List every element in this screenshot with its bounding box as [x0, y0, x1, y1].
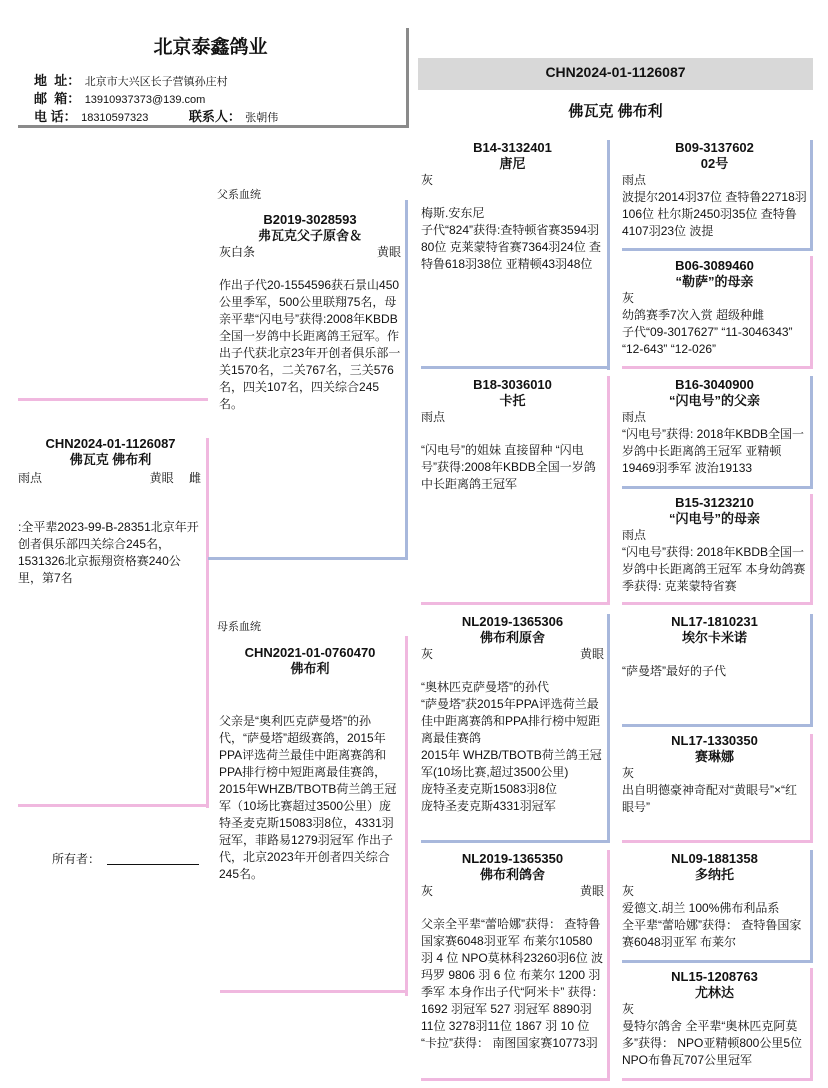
sds-notes: “闪电号”获得: 2018年KBDB全国一岁鸽中长距离鸽王冠军 亚精顿19469羽季军 波治19133: [622, 427, 805, 475]
sd-color: 雨点: [421, 410, 446, 424]
sdd-notes: “闪电号”获得: 2018年KBDB全国一岁鸽中长距离鸽王冠军 本身幼鸽赛季获得: 克莱蒙特省赛: [622, 545, 806, 593]
dss-card: [622, 614, 807, 720]
dsd-right-border: [810, 734, 813, 842]
sds-bottom-line: [622, 486, 813, 489]
sire-ring: B2019-3028593: [263, 212, 357, 227]
dsd-bottom-line: [622, 840, 813, 843]
dd-color: 灰: [421, 884, 434, 898]
dss-name: 埃尔卡米诺: [681, 630, 747, 645]
email-row: [34, 88, 205, 108]
sss-ring: B09-3137602: [675, 140, 754, 155]
ss-ring: B14-3132401: [473, 140, 552, 155]
ds-ring: NL2019-1365306: [461, 614, 564, 629]
subject-bottom-line: [18, 804, 208, 807]
sdd-name: “闪电号”的母亲: [668, 511, 760, 526]
subject-ring: CHN2024-01-1126087: [45, 436, 176, 451]
dd-ring: NL2019-1365350: [461, 851, 564, 866]
ds-bottom-line: [421, 840, 610, 843]
contact-value: 张朝伟: [245, 112, 279, 124]
dd-eye: 黄眼: [579, 884, 604, 898]
main-banner-ring: CHN2024-01-1126087: [545, 64, 686, 80]
ss-color: 灰: [421, 173, 434, 187]
sd-name: 卡托: [499, 393, 526, 408]
dam-notes: 父亲是“奥利匹克萨曼塔”的孙代，“萨曼塔”超级赛鸽，2015年PPA评选荷兰最佳中距离赛鸽和PPA排行榜中短距离最佳赛鸽，2015年WHZB/TBOTB荷兰鸽王冠军（10场比赛超过3500公里）庞特圣麦克斯15083羽8位，4331羽冠军，菲路易1279羽冠军 作出子代，北京2023年开创者四关综合245名。: [219, 714, 397, 881]
subject-attrs: [18, 470, 203, 487]
sire-notes: 作出子代20-1554596获石景山450公里季军，500公里联翔75名，母亲平辈“闪电号”获得:2008年KBDB全国一岁鸽中长距离鸽王冠军。作出子代获北京23年开创者俱乐部一关1570名，二关767名，三关576名，四关107名，四关综合245名。: [219, 278, 401, 411]
subject-color: 雨点: [18, 471, 43, 485]
address-row: [34, 70, 228, 90]
sdd-bottom-line: [622, 602, 813, 605]
sss-name: 02号: [700, 156, 729, 171]
dam-ring: CHN2021-01-0760470: [244, 645, 376, 660]
owner-row: [52, 850, 199, 867]
phone-value: 18310597323: [81, 112, 149, 124]
dd-attrs: [421, 883, 604, 900]
dsd-card: [622, 733, 807, 837]
dss-right-border: [810, 614, 813, 726]
dam-section-label: 母系血统: [217, 621, 261, 633]
sd-notes: “闪电号”的姐妹 直接留种 “闪电号”获得:2008年KBDB全国一岁鸽中长距离鸽王冠军: [421, 443, 596, 491]
ds-card: [421, 614, 604, 838]
dsd-name: 赛琳娜: [694, 749, 734, 764]
email-value: 13910937373@139.com: [84, 94, 206, 106]
sire-color: 灰白条: [219, 245, 256, 259]
dsd-notes: 出自明德豪神奇配对“黄眼号”×“红眼号”: [622, 783, 797, 814]
dsd-ring: NL17-1330350: [671, 733, 758, 748]
sd-ring: B18-3036010: [473, 377, 552, 392]
sdd-color: 雨点: [622, 528, 647, 542]
sss-color: 雨点: [622, 173, 647, 187]
subject-eye-sex: [150, 470, 201, 487]
company-name: 北京泰鑫鸽业: [153, 37, 268, 58]
header-border-bottom: [18, 125, 409, 128]
sds-color: 雨点: [622, 410, 647, 424]
ss-name: 唐尼: [499, 156, 526, 171]
ddd-bottom-line: [622, 1078, 813, 1081]
ssd-card: [622, 258, 807, 362]
ss-right-border: [607, 140, 610, 370]
ddd-ring: NL15-1208763: [671, 969, 758, 984]
dds-notes: 爱德文.胡兰 100%佛布利品系 全平辈“蕾哈娜”获得： 查特鲁国家赛6048羽亚军 布莱尔: [622, 901, 802, 949]
phone-row: [34, 106, 394, 126]
dss-bottom-line: [622, 724, 813, 727]
ds-name: 佛布利原舍: [479, 630, 545, 645]
dss-notes: “萨曼塔”最好的子代: [622, 664, 726, 678]
dds-color: 灰: [622, 884, 635, 898]
owner-line: [107, 864, 199, 865]
address-value: 北京市大兴区长子营镇孙庄村: [84, 76, 228, 88]
ddd-color: 灰: [622, 1002, 635, 1016]
sire-card: [219, 212, 401, 552]
ssd-right-border: [810, 256, 813, 368]
ds-attrs: [421, 646, 604, 663]
dds-bottom-line: [622, 960, 813, 963]
sds-card: [622, 377, 807, 482]
sdd-right-border: [810, 494, 813, 604]
ddd-notes: 曼特尔鸽舍 全平辈“奥林匹克阿莫多”获得： NPO亚精顿800公里5位 NPO布鲁瓦707公里冠军: [622, 1019, 803, 1067]
ds-color: 灰: [421, 647, 434, 661]
ss-card: [421, 140, 604, 362]
dds-name: 多纳托: [694, 867, 734, 882]
sire-right-border: [405, 200, 408, 560]
sdd-card: [622, 495, 807, 599]
phone-label: 电 话：: [34, 109, 77, 124]
sss-card: [622, 140, 807, 244]
sdd-ring: B15-3123210: [675, 495, 754, 510]
dss-ring: NL17-1810231: [671, 614, 758, 629]
ds-eye: 黄眼: [579, 647, 604, 661]
sss-bottom-line: [622, 248, 813, 251]
subject-eye: 黄眼: [149, 471, 174, 485]
header-block: [18, 28, 408, 126]
owner-label: 所有者：: [52, 852, 101, 866]
sds-right-border: [810, 376, 813, 488]
sire-section-label: 父系血统: [217, 189, 261, 201]
ssd-name: “勒萨”的母亲: [675, 274, 754, 289]
address-label: 地 址：: [34, 73, 81, 88]
sds-name: “闪电号”的父亲: [668, 393, 760, 408]
ddd-right-border: [810, 968, 813, 1080]
dds-card: [622, 851, 807, 957]
dd-bottom-line: [421, 1078, 610, 1081]
ssd-notes: 幼鸽赛季7次入赏 超级种雌 子代“09-3017627” “11-3046343” “12-643” “12-026”: [622, 308, 793, 356]
sd-bottom-line: [421, 602, 610, 605]
subject-notes: :全平辈2023-99-B-28351北京年开创者俱乐部四关综合245名，1531326北京振翔资格赛240公里，第7名: [18, 520, 199, 585]
contact-label: 联系人：: [188, 109, 241, 124]
dds-ring: NL09-1881358: [671, 851, 758, 866]
subject-sex: 雌: [188, 471, 201, 485]
sss-notes: 波提尔2014羽37位 查特鲁22718羽106位 杜尔斯2450羽35位 查特鲁4107羽23位 波提: [622, 190, 807, 238]
subject-card: [18, 436, 203, 587]
ddd-card: [622, 969, 807, 1075]
ssd-bottom-line: [622, 366, 813, 369]
ss-bottom-line: [421, 366, 610, 369]
sire-name: 弗瓦克父子原舍＆: [257, 228, 362, 243]
dd-card: [421, 851, 604, 1077]
email-label: 邮 箱：: [34, 91, 81, 106]
dsd-color: 灰: [622, 766, 635, 780]
dam-bottom-line: [220, 990, 408, 993]
dd-name: 佛布利鸽舍: [479, 867, 545, 882]
dam-card: [219, 645, 401, 985]
dd-right-border: [607, 850, 610, 1080]
ss-notes: 梅斯.安东尼 子代“824”获得:查特顿省赛3594羽80位 克莱蒙特省赛7364羽24位 查特鲁618羽38位 亚精顿43羽48位: [421, 206, 602, 271]
ssd-ring: B06-3089460: [675, 258, 754, 273]
subject-right-border: [206, 438, 209, 808]
sire-eye: 黄眼: [376, 245, 401, 259]
main-banner-name: 佛瓦克 佛布利: [568, 103, 663, 120]
ds-right-border: [607, 614, 610, 842]
subject-top-line: [18, 398, 208, 401]
dds-right-border: [810, 850, 813, 962]
dam-name: 佛布利: [290, 661, 330, 676]
ssd-color: 灰: [622, 291, 635, 305]
subject-name: 佛瓦克 佛布利: [69, 452, 152, 467]
sss-right-border: [810, 140, 813, 250]
sd-card: [421, 377, 604, 597]
sire-bottom-line: [208, 557, 408, 560]
sd-right-border: [607, 376, 610, 604]
sds-ring: B16-3040900: [675, 377, 754, 392]
ds-notes: “奥林匹克萨曼塔”的孙代 “萨曼塔”获2015年PPA评选荷兰最佳中距离赛鸽和PPA排行榜中短距离最佳赛鸽 2015年 WHZB/TBOTB荷兰鸽王冠军(10场比赛,超过3500公里) 庞特圣麦克斯15083羽8位 庞特圣麦克斯4331羽冠军: [421, 680, 602, 813]
dd-notes: 父亲全平辈“蕾哈娜”获得： 查特鲁国家赛6048羽亚军 布莱尔10580 羽 4 位 NPO莫林科23260羽6位 波玛罗 9806 羽 6 位 布莱尔 1200 羽季军 本身作出子代“阿米卡” 获得： 1692 羽冠军 527 羽冠军 8890羽11位 3278羽11位 1867 羽 10 位 “卡拉”获得： 南图国家赛10773羽: [421, 917, 604, 1050]
sire-attrs: [219, 244, 401, 261]
ddd-name: 尤林达: [694, 985, 734, 1000]
header-border-right: [406, 28, 409, 128]
dam-right-border: [405, 636, 408, 996]
